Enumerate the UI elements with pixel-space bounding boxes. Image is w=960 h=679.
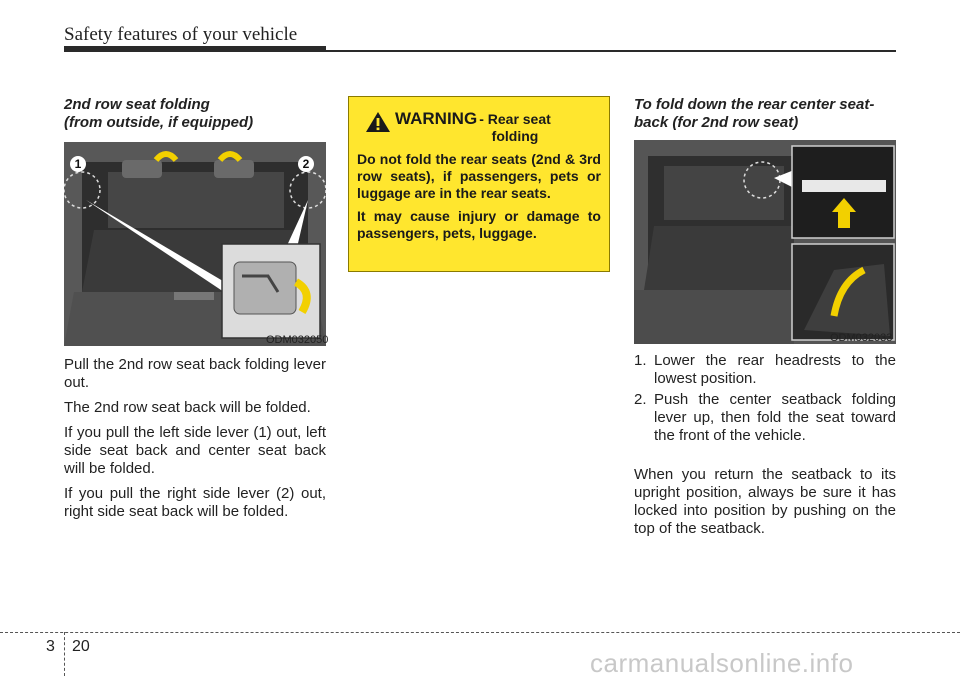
callout-1: 1	[70, 156, 86, 172]
step-number: 2.	[634, 391, 647, 408]
step-item	[634, 352, 896, 388]
warning-box	[348, 96, 610, 272]
cargo-photo-right	[634, 140, 896, 344]
cargo-illustration-left	[64, 142, 329, 346]
watermark: carmanualsonline.info	[590, 648, 854, 678]
warning-triangle-icon	[365, 111, 391, 133]
section-number: 3	[46, 638, 55, 655]
left-heading	[64, 96, 253, 132]
left-paragraph: If you pull the left side lever (1) out, left side seat back and center seat back will be folded.	[64, 424, 326, 477]
cargo-illustration-right	[634, 140, 896, 344]
warning-paragraph: Do not fold the rear seats (2nd & 3rd row seats), if passengers, pets or luggage are in the rear seats.	[357, 151, 601, 201]
step-item	[634, 391, 896, 445]
instruction-steps	[634, 352, 896, 448]
header-rule	[64, 46, 326, 52]
right-heading-line2: back (for 2nd row seat)	[634, 114, 799, 131]
warning-paragraph: It may cause injury or damage to passengers, pets, luggage.	[357, 208, 601, 241]
left-paragraph: Pull the 2nd row seat back folding lever out.	[64, 356, 326, 391]
step-number: 1.	[634, 352, 647, 369]
right-heading	[634, 96, 896, 132]
left-photo-code: ODM032050	[266, 334, 329, 346]
left-heading-line2: (from outside, if equipped)	[64, 114, 254, 131]
right-heading-line1: To fold down the rear center seat-	[634, 96, 875, 113]
step-text: Push the center seatback folding lever up, then fold the seat toward the front of the vehicle.	[654, 391, 896, 444]
left-paragraph: If you pull the right side lever (2) out, right side seat back will be folded.	[64, 485, 326, 520]
page-number: 20	[72, 638, 90, 655]
cargo-photo-left	[64, 142, 329, 346]
warning-body	[357, 151, 601, 242]
callout-2: 2	[298, 156, 314, 172]
warning-word: WARNING	[395, 109, 478, 128]
note-paragraph: When you return the seatback to its upright position, always be sure it has locked into position by pushing on the top of the seatback.	[634, 466, 896, 537]
right-note	[634, 466, 896, 545]
header-title: Safety features of your vehicle	[64, 24, 298, 45]
footer-divider	[0, 632, 960, 633]
step-text: Lower the rear headrests to the lowest position.	[654, 352, 896, 387]
footer-divider-vertical	[64, 632, 65, 676]
left-paragraph: The 2nd row seat back will be folded.	[64, 399, 311, 416]
right-photo-code: ODM032033	[830, 332, 893, 344]
left-body	[64, 356, 326, 528]
header-rule-thin	[326, 50, 896, 52]
left-heading-line1: 2nd row seat folding	[64, 96, 210, 113]
warning-subtitle: - Rear seat folding	[479, 111, 551, 144]
warning-header	[357, 107, 601, 151]
